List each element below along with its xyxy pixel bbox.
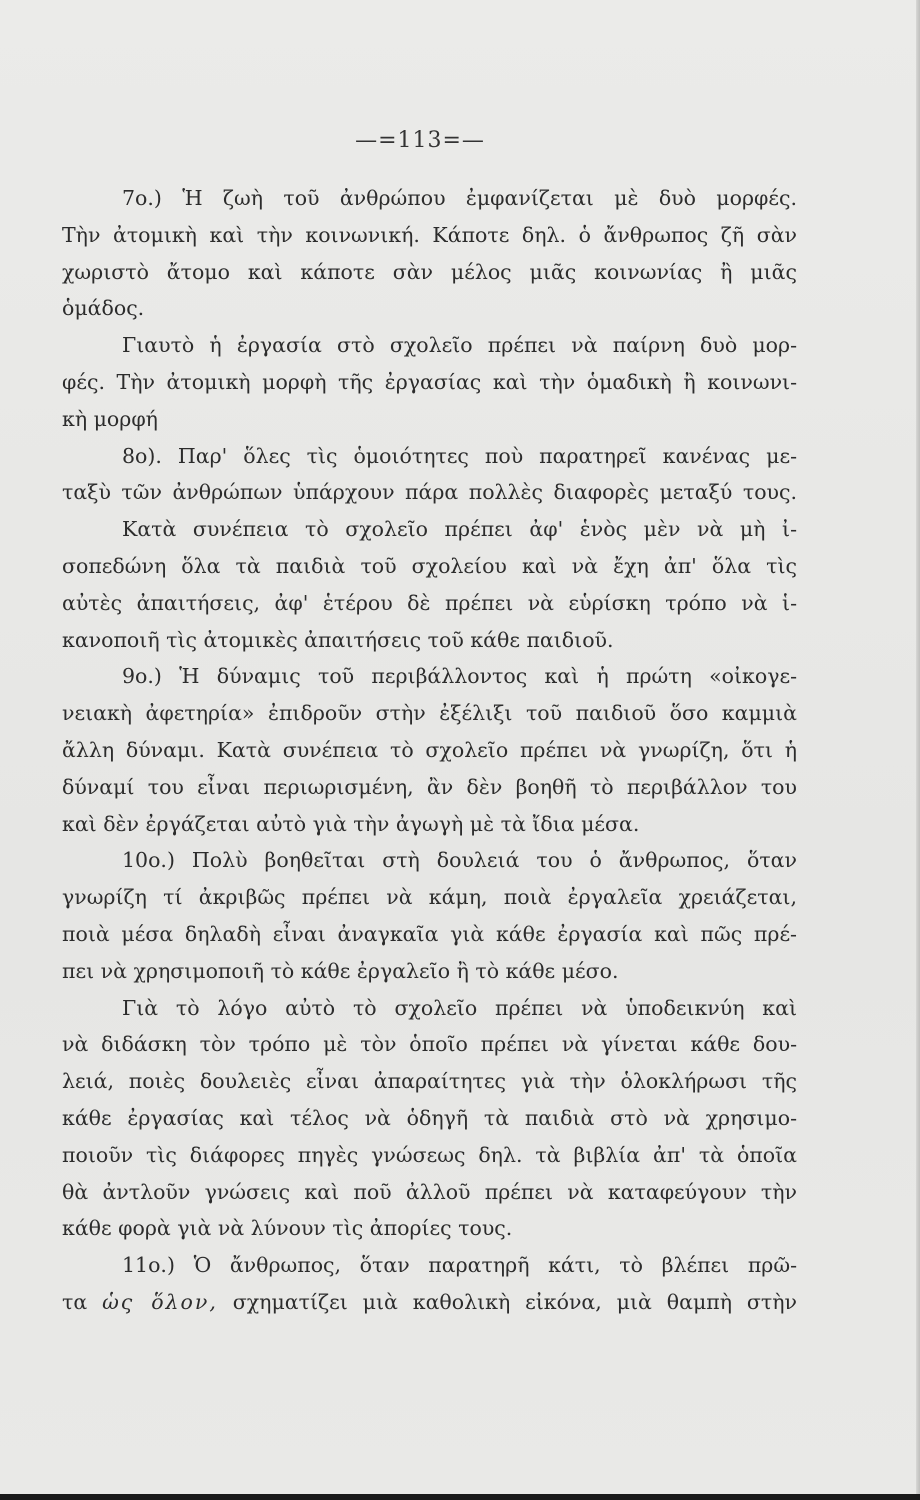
text-line: Γιαυτὸ ἡ ἐργασία στὸ σχολεῖο πρέπει νὰ παίρνη δυὸ μορ-: [122, 333, 797, 358]
text-line-final: [62, 1284, 797, 1321]
text-line: πει νὰ χρησιμοποιῆ τὸ κάθε ἐργαλεῖο ἢ τὸ κάθε μέσο.: [62, 958, 619, 983]
text-line: 11ο.) Ὁ ἄνθρωπος, ὅταν παρατηρῆ κάτι, τὸ βλέπει πρῶ-: [122, 1253, 797, 1278]
text-line: κὴ μορφή: [62, 406, 158, 431]
text-line: χωριστὸ ἄτομο καὶ κάποτε σὰν μέλος μιᾶς κοινωνίας ἢ μιᾶς: [62, 259, 797, 284]
text-line: 9ο.) Ἡ δύναμις τοῦ περιβάλλοντος καὶ ἡ πρώτη «οἰκογε-: [122, 664, 797, 689]
text-line: ὁμάδος.: [62, 296, 145, 321]
text-line: κάθε ἐργασίας καὶ τέλος νὰ ὁδηγῆ τὰ παιδιὰ στὸ νὰ χρησιμο-: [62, 1105, 797, 1130]
text-line: 10ο.) Πολὺ βοηθεῖται στὴ δουλειά του ὁ ἄνθρωπος, ὅταν: [122, 848, 797, 873]
text-line: λειά, ποιὲς δουλειὲς εἶναι ἀπαραίτητες γιὰ τὴν ὁλοκλήρωσι τῆς: [62, 1069, 797, 1094]
text-line: φές. Τὴν ἀτομικὴ μορφὴ τῆς ἐργασίας καὶ τὴν ὁμαδικὴ ἢ κοινωνι-: [62, 369, 797, 394]
text-line: Γιὰ τὸ λόγο αὐτὸ τὸ σχολεῖο πρέπει νὰ ὑποδεικνύη καὶ: [122, 995, 797, 1020]
text-line: θὰ ἀντλοῦν γνώσεις καὶ ποῦ ἀλλοῦ πρέπει νὰ καταφεύγουν τὴν: [62, 1179, 797, 1204]
text-line: γνωρίζη τί ἀκριβῶς πρέπει νὰ κάμη, ποιὰ ἐργαλεῖα χρειάζεται,: [62, 885, 797, 910]
text-line: δύναμί του εἶναι περιωρισμένη, ἂν δὲν βοηθῆ τὸ περιβάλλον του: [62, 774, 797, 799]
text-line: Κατὰ συνέπεια τὸ σχολεῖο πρέπει ἀφ' ἑνὸς μὲν νὰ μὴ ἰ-: [122, 517, 797, 542]
text-line: νειακὴ ἀφετηρία» ἐπιδροῦν στὴν ἐξέλιξι τοῦ παιδιοῦ ὅσο καμμιὰ: [62, 701, 797, 726]
text-line: Τὴν ἀτομικὴ καὶ τὴν κοινωνική. Κάποτε δηλ. ὁ ἄνθρωπος ζῆ σὰν: [62, 222, 797, 247]
page-text: [62, 180, 797, 1321]
text-line: καὶ δὲν ἐργάζεται αὐτὸ γιὰ τὴν ἀγωγὴ μὲ τὰ ἴδια μέσα.: [62, 811, 640, 836]
text-line: κάθε φορὰ γιὰ νὰ λύνουν τὶς ἀπορίες τους.: [62, 1216, 513, 1241]
page-edge-shadow: [916, 0, 920, 1500]
text-line: κανοποιῆ τὶς ἀτομικὲς ἀπαιτήσεις τοῦ κάθε παιδιοῦ.: [62, 627, 614, 652]
emphasized-phrase: ὡς ὅλον,: [102, 1289, 218, 1314]
page-number: —=113=—: [355, 128, 485, 153]
text-line: σοπεδώνη ὅλα τὰ παιδιὰ τοῦ σχολείου καὶ νὰ ἔχη ἀπ' ὅλα τὶς: [62, 553, 797, 578]
text-line: ἄλλη δύναμι. Κατὰ συνέπεια τὸ σχολεῖο πρέπει νὰ γνωρίζη, ὅτι ἡ: [62, 737, 797, 762]
text-line: νὰ διδάσκη τὸν τρόπο μὲ τὸν ὁποῖο πρέπει νὰ γίνεται κάθε δου-: [62, 1032, 797, 1057]
final-line-start: τα: [62, 1289, 103, 1314]
text-line: 8ο). Παρ' ὅλες τὶς ὁμοιότητες ποὺ παρατηρεῖ κανένας με-: [122, 443, 797, 468]
text-line: ταξὺ τῶν ἀνθρώπων ὑπάρχουν πάρα πολλὲς διαφορὲς μεταξύ τους.: [62, 480, 797, 505]
scan-border: [0, 1494, 920, 1500]
text-line: αὐτὲς ἀπαιτήσεις, ἀφ' ἑτέρου δὲ πρέπει νὰ εὑρίσκη τρόπο νὰ ἱ-: [62, 590, 797, 615]
text-line: 7ο.) Ἡ ζωὴ τοῦ ἀνθρώπου ἐμφανίζεται μὲ δυὸ μορφές.: [122, 186, 797, 210]
text-line: ποιὰ μέσα δηλαδὴ εἶναι ἀναγκαῖα γιὰ κάθε ἐργασία καὶ πῶς πρέ-: [62, 921, 797, 946]
text-line: ποιοῦν τὶς διάφορες πηγὲς γνώσεως δηλ. τὰ βιβλία ἀπ' τὰ ὁποῖα: [62, 1142, 797, 1167]
final-line-end: σχηματίζει μιὰ καθολικὴ εἰκόνα, μιὰ θαμπὴ στὴν: [217, 1289, 798, 1314]
